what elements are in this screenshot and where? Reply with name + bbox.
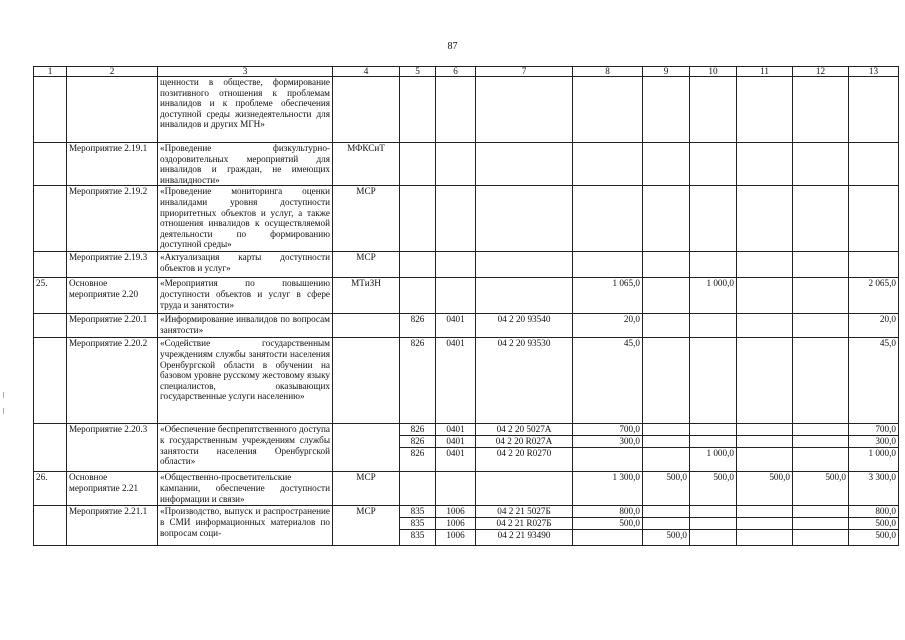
value-cell	[400, 143, 436, 186]
measure-description: «Информирование инвалидов по вопросам занятости»	[158, 314, 333, 338]
value-cell	[849, 252, 899, 278]
value-cell	[849, 77, 899, 143]
sub-value	[690, 424, 736, 435]
table-row	[34, 472, 899, 506]
sub-value	[690, 435, 736, 447]
value-cell	[643, 424, 690, 472]
sub-value	[793, 506, 848, 517]
value-cell	[400, 506, 436, 546]
sub-value: 500,0	[643, 529, 689, 541]
value-cell	[476, 472, 573, 506]
sub-value	[737, 506, 792, 517]
sub-value: 826	[410, 424, 425, 435]
measure-name: Мероприятие 2.19.2	[67, 186, 158, 252]
sub-value: 04 2 20 R0270	[476, 447, 572, 459]
sub-value: 04 2 20 R027А	[476, 435, 572, 447]
value-cell	[849, 506, 899, 546]
measure-description: «Содействие государственным учреждениям службы занятости населения Оренбургской области в обучении на базовом уровне русскому жестовому языку специалистов, оказывающих государственные услуги населению»	[158, 338, 333, 424]
col-header: 11	[737, 67, 793, 77]
sub-value	[643, 517, 689, 529]
table-row	[34, 314, 899, 338]
row-number	[34, 77, 67, 143]
sub-value	[643, 435, 689, 447]
sub-value: 500,0	[573, 517, 642, 529]
value-cell	[573, 424, 643, 472]
sub-value	[643, 447, 689, 459]
sub-value: 04 2 21 5027Б	[497, 506, 551, 517]
sub-value	[643, 506, 689, 517]
measure-description: «Актуализация карты доступности объектов и услуг»	[158, 252, 333, 278]
value-cell	[737, 424, 793, 472]
value-cell: 0401	[436, 338, 476, 424]
value-cell	[476, 506, 573, 546]
sub-value	[737, 517, 792, 529]
header-row	[34, 67, 899, 77]
value-cell	[643, 252, 690, 278]
value-cell	[573, 506, 643, 546]
value-cell	[643, 338, 690, 424]
value-cell	[737, 506, 793, 546]
page-number: 87	[447, 41, 458, 52]
measure-name	[67, 77, 158, 143]
table-row	[34, 506, 899, 546]
value-cell	[400, 77, 436, 143]
measure-description: «Проведение мониторинга оценки инвалидами уровня доступности приоритетных объектов и услуг, а также отношения инвалидов к осуществляемой деятельности по формированию доступной среды»	[158, 186, 333, 252]
value-cell	[476, 77, 573, 143]
sub-value: 800,0	[619, 506, 640, 517]
scan-mark	[3, 408, 4, 414]
value-cell	[573, 77, 643, 143]
executor	[333, 338, 400, 424]
value-cell	[793, 338, 849, 424]
value-cell	[400, 278, 436, 314]
value-cell: 1 000,0	[690, 278, 737, 314]
sub-value: 0401	[446, 424, 465, 435]
executor: МСР	[333, 186, 400, 252]
value-cell	[400, 252, 436, 278]
value-cell	[400, 472, 436, 506]
value-cell	[573, 186, 643, 252]
value-cell	[737, 314, 793, 338]
table-row	[34, 143, 899, 186]
value-cell: 500,0	[690, 472, 737, 506]
value-cell	[573, 143, 643, 186]
measure-description: «Общественно-просветительские кампании, обеспечение доступности информации и связи»	[158, 472, 333, 506]
executor: МТиЗН	[333, 278, 400, 314]
value-cell: 20,0	[849, 314, 899, 338]
sub-value	[793, 435, 848, 447]
value-cell: 2 065,0	[849, 278, 899, 314]
value-cell: 45,0	[849, 338, 899, 424]
table-row	[34, 278, 899, 314]
sub-value: 1006	[436, 529, 475, 541]
value-cell	[436, 252, 476, 278]
col-header: 4	[333, 67, 400, 77]
value-cell	[573, 252, 643, 278]
value-cell	[476, 278, 573, 314]
sub-value	[573, 447, 642, 459]
value-cell	[690, 314, 737, 338]
sub-value	[793, 517, 848, 529]
col-header: 12	[793, 67, 849, 77]
value-cell	[436, 424, 476, 472]
value-cell	[643, 77, 690, 143]
value-cell	[476, 186, 573, 252]
row-number	[34, 314, 67, 338]
value-cell	[436, 143, 476, 186]
sub-value	[737, 424, 792, 435]
sub-value: 1 000,0	[690, 447, 736, 459]
sub-value: 1 000,0	[849, 447, 898, 459]
table-row	[34, 338, 899, 424]
col-header: 1	[34, 67, 67, 77]
executor	[333, 77, 400, 143]
value-cell	[643, 278, 690, 314]
sub-value: 300,0	[573, 435, 642, 447]
sub-value: 0401	[436, 435, 475, 447]
table-row	[34, 424, 899, 472]
col-header: 3	[158, 67, 333, 77]
sub-value	[690, 506, 736, 517]
sub-value: 04 2 21 R027Б	[476, 517, 572, 529]
program-table	[33, 66, 899, 546]
sub-value: 835	[400, 517, 435, 529]
measure-name: Мероприятие 2.20.3	[67, 424, 158, 472]
value-cell	[737, 77, 793, 143]
value-cell	[793, 314, 849, 338]
col-header: 5	[400, 67, 436, 77]
executor: МСР	[333, 472, 400, 506]
col-header: 2	[67, 67, 158, 77]
value-cell: 500,0	[793, 472, 849, 506]
sub-value	[737, 447, 792, 459]
row-number	[34, 424, 67, 472]
value-cell	[690, 77, 737, 143]
value-cell	[737, 143, 793, 186]
value-cell	[690, 424, 737, 472]
sub-value: 0401	[436, 447, 475, 459]
value-cell	[690, 186, 737, 252]
value-cell	[643, 506, 690, 546]
value-cell	[690, 252, 737, 278]
value-cell	[436, 472, 476, 506]
measure-description: «Мероприятия по повышению доступности объектов и услуг в сфере труда и занятости»	[158, 278, 333, 314]
sub-value: 835	[400, 529, 435, 541]
value-cell	[436, 186, 476, 252]
value-cell	[436, 506, 476, 546]
executor: МСР	[333, 252, 400, 278]
value-cell	[690, 506, 737, 546]
value-cell	[690, 143, 737, 186]
measure-name: Мероприятие 2.19.3	[67, 252, 158, 278]
sub-value: 826	[400, 447, 435, 459]
executor	[333, 424, 400, 472]
value-cell: 1 065,0	[573, 278, 643, 314]
value-cell	[793, 186, 849, 252]
value-cell	[643, 143, 690, 186]
sub-value: 700,0	[619, 424, 640, 435]
sub-value	[690, 517, 736, 529]
value-cell	[793, 143, 849, 186]
sub-value: 04 2 21 93490	[476, 529, 572, 541]
table-row	[34, 252, 899, 278]
value-cell: 0401	[436, 314, 476, 338]
sub-value	[737, 529, 792, 541]
value-cell	[793, 506, 849, 546]
value-cell	[849, 424, 899, 472]
col-header: 10	[690, 67, 737, 77]
measure-description: «Проведение физкультурно-оздоровительных мероприятий для инвалидов и граждан, не имеющих инвалидности»	[158, 143, 333, 186]
col-header: 6	[436, 67, 476, 77]
value-cell: 500,0	[737, 472, 793, 506]
value-cell	[737, 278, 793, 314]
value-cell: 500,0	[643, 472, 690, 506]
value-cell	[643, 186, 690, 252]
row-number: 25.	[34, 278, 67, 314]
value-cell	[476, 424, 573, 472]
sub-value: 300,0	[849, 435, 898, 447]
measure-name: Основное мероприятие 2.20	[67, 278, 158, 314]
row-number	[34, 338, 67, 424]
value-cell	[643, 314, 690, 338]
value-cell: 04 2 20 93530	[476, 338, 573, 424]
measure-name: Основное мероприятие 2.21	[67, 472, 158, 506]
measure-description: «Производство, выпуск и распространение в СМИ информационных материалов по вопросам соци-	[158, 506, 333, 546]
row-number: 26.	[34, 472, 67, 506]
table-row	[34, 186, 899, 252]
value-cell: 3 300,0	[849, 472, 899, 506]
value-cell	[400, 186, 436, 252]
col-header: 7	[476, 67, 573, 77]
executor: МФКСиТ	[333, 143, 400, 186]
sub-value: 800,0	[875, 506, 896, 517]
sub-value	[793, 447, 848, 459]
measure-name: Мероприятие 2.20.1	[67, 314, 158, 338]
sub-value: 1006	[446, 506, 465, 517]
value-cell: 04 2 20 93540	[476, 314, 573, 338]
value-cell: 20,0	[573, 314, 643, 338]
col-header: 9	[643, 67, 690, 77]
sub-value: 500,0	[849, 529, 898, 541]
measure-name: Мероприятие 2.21.1	[67, 506, 158, 546]
executor	[333, 314, 400, 338]
sub-value: 1006	[436, 517, 475, 529]
col-header: 8	[573, 67, 643, 77]
value-cell: 826	[400, 338, 436, 424]
row-number	[34, 186, 67, 252]
sub-value: 826	[400, 435, 435, 447]
value-cell	[737, 252, 793, 278]
sub-value: 500,0	[849, 517, 898, 529]
measure-description: щенности в обществе, формирование позитивного отношения к проблемам инвалидов и к проблеме обеспечения доступной среды жизнедеятельности для инвалидов и других МГН»	[158, 77, 333, 143]
scan-mark	[3, 392, 4, 398]
value-cell	[436, 77, 476, 143]
row-number	[34, 143, 67, 186]
measure-name: Мероприятие 2.19.1	[67, 143, 158, 186]
value-cell	[436, 278, 476, 314]
sub-value	[643, 424, 689, 435]
sub-value	[690, 529, 736, 541]
value-cell: 826	[400, 314, 436, 338]
sub-value	[573, 529, 642, 541]
measure-description: «Обеспечение беспрепятственного доступа к государственным учреждениям службы занятости населения Оренбургской области»	[158, 424, 333, 472]
value-cell	[400, 424, 436, 472]
sub-value: 835	[410, 506, 425, 517]
value-cell	[849, 143, 899, 186]
value-cell: 45,0	[573, 338, 643, 424]
measure-name: Мероприятие 2.20.2	[67, 338, 158, 424]
sub-value	[793, 424, 848, 435]
value-cell	[793, 424, 849, 472]
sub-value	[793, 529, 848, 541]
executor: МСР	[333, 506, 400, 546]
value-cell	[737, 186, 793, 252]
value-cell	[476, 252, 573, 278]
value-cell	[737, 338, 793, 424]
sub-value	[737, 435, 792, 447]
value-cell	[849, 186, 899, 252]
value-cell	[793, 77, 849, 143]
row-number	[34, 506, 67, 546]
row-number	[34, 252, 67, 278]
value-cell: 1 300,0	[573, 472, 643, 506]
value-cell	[793, 252, 849, 278]
col-header: 13	[849, 67, 899, 77]
table-row	[34, 77, 899, 143]
sub-value: 700,0	[875, 424, 896, 435]
value-cell	[476, 143, 573, 186]
value-cell	[793, 278, 849, 314]
sub-value: 04 2 20 5027А	[496, 424, 552, 435]
value-cell	[690, 338, 737, 424]
